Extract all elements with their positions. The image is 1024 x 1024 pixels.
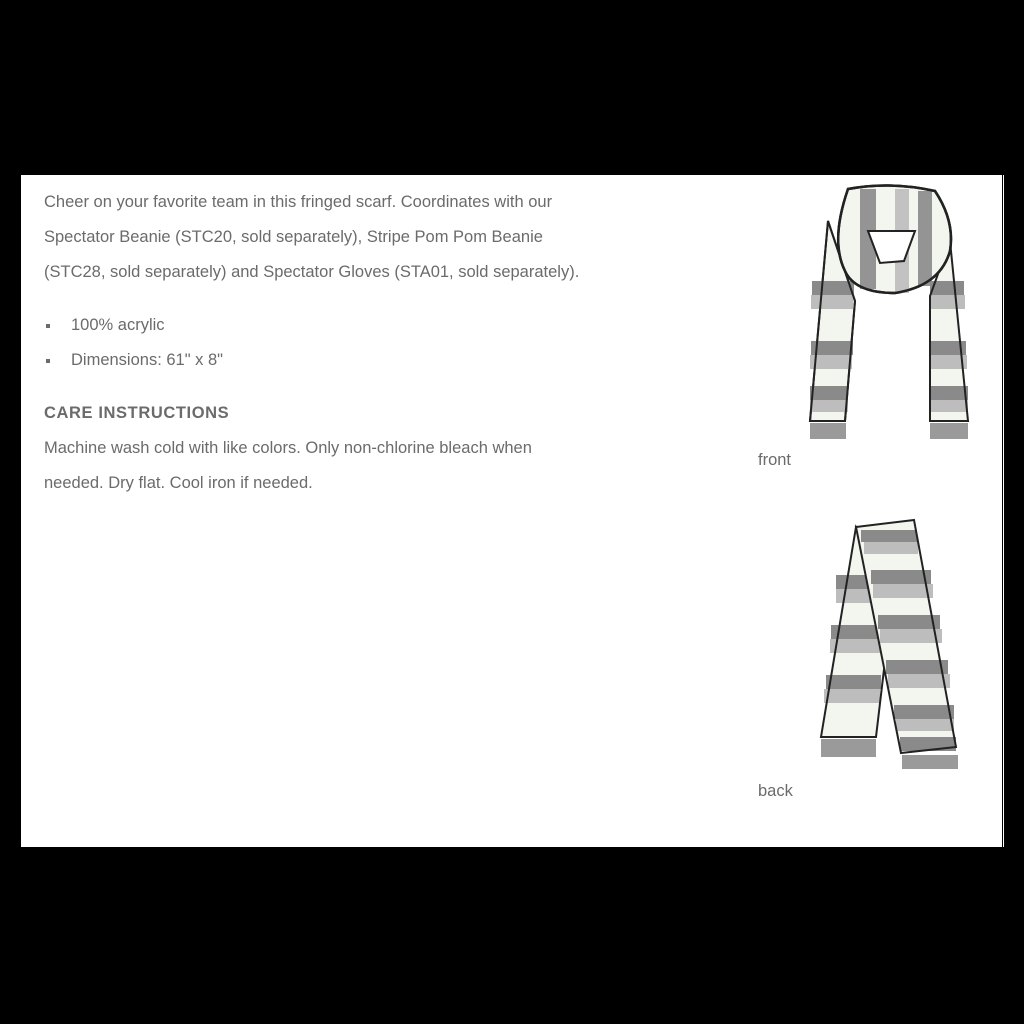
panel-edge-line (1002, 175, 1003, 847)
care-instructions-text: Machine wash cold with like colors. Only non-chlorine bleach when needed. Dry flat. Cool iron if needed. (44, 439, 532, 492)
scarf-front-image (800, 181, 985, 443)
care-instructions-heading: CARE INSTRUCTIONS (44, 404, 230, 422)
bullet-icon (46, 324, 50, 328)
intro-text: Cheer on your favorite team in this fringed scarf. Coordinates with our Spectator Beanie (STC20, sold separately), Stripe Pom Pom Beanie (STC28, sold separately) and Spectator Gloves (STA01, sold separately). (44, 193, 580, 281)
feature-item: 100% acrylic (44, 308, 584, 343)
bullet-icon (46, 359, 50, 363)
scarf-back-image (816, 515, 966, 770)
back-label: back (758, 782, 793, 800)
front-label: front (758, 451, 792, 469)
feature-item: Dimensions: 61" x 8" (44, 343, 584, 378)
product-details-panel (21, 175, 1004, 847)
feature-list (44, 308, 584, 378)
product-description (44, 185, 584, 501)
